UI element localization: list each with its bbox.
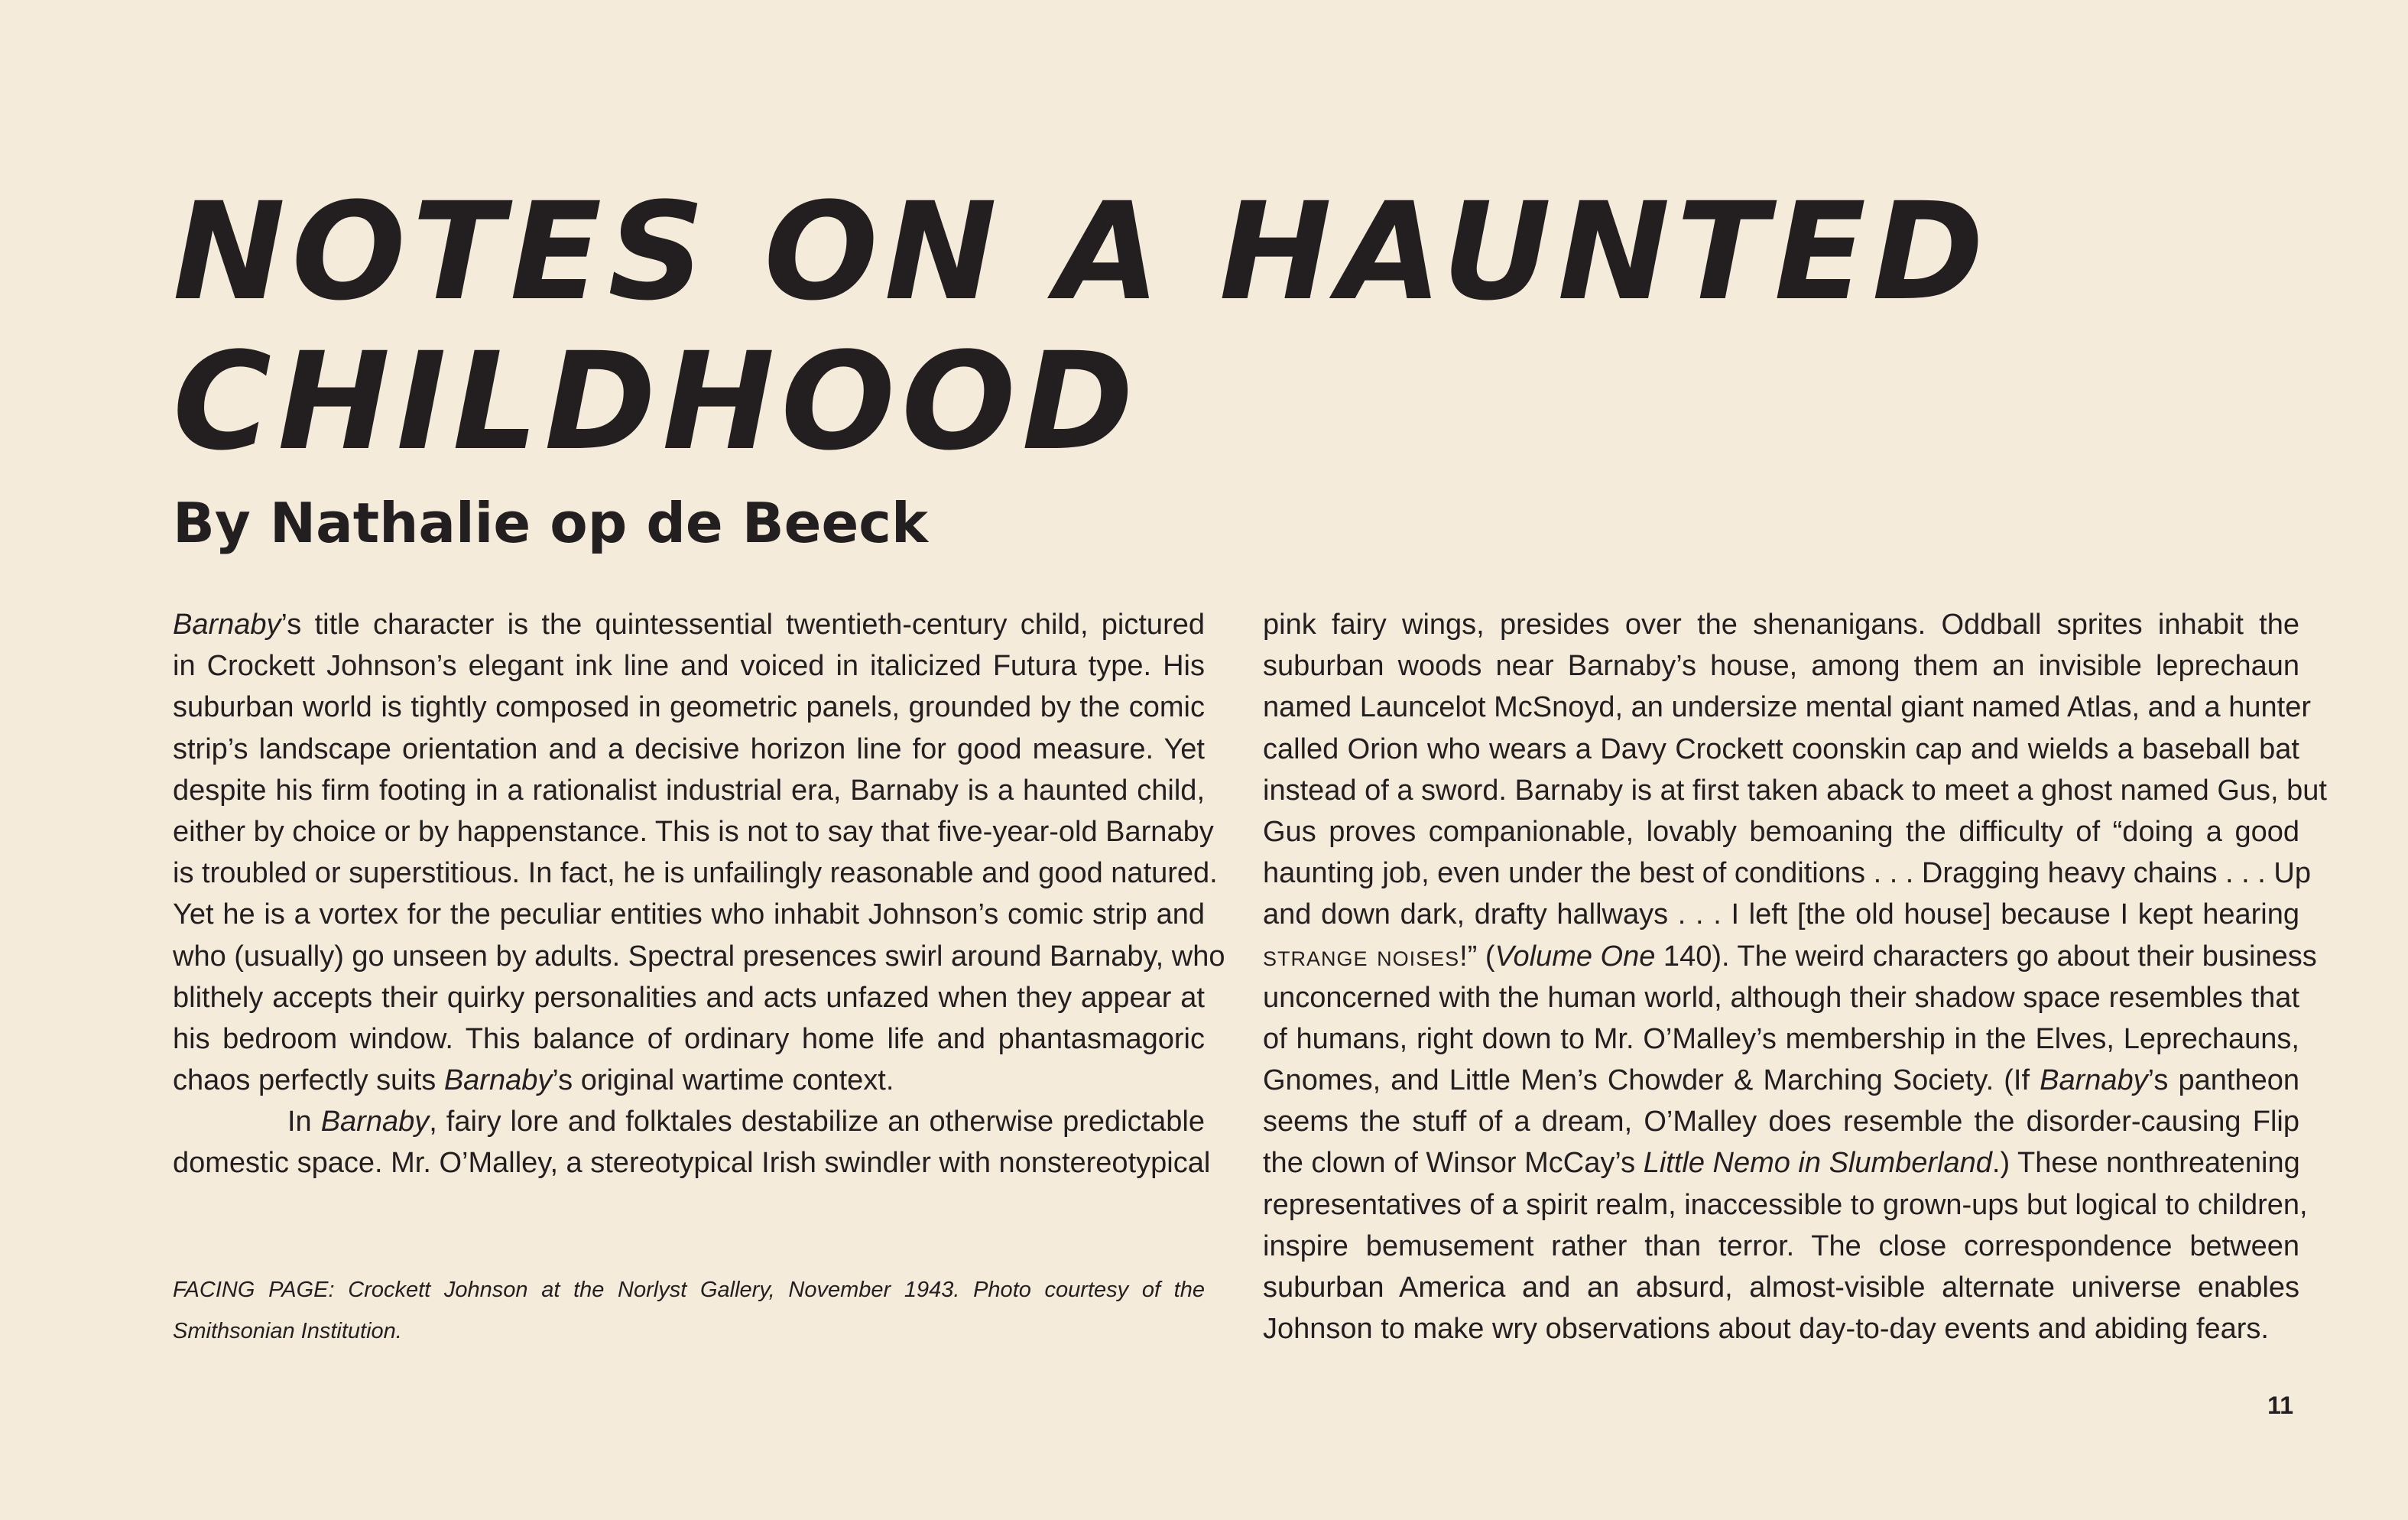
- text-line: Gus proves companionable, lovably bemoaning the difficulty of “doing a good: [1263, 815, 2299, 848]
- text-line: representatives of a spirit realm, inaccessible to grown-ups but logical to children,: [1263, 1188, 2308, 1221]
- right-text-column: [1263, 604, 2327, 1349]
- text-line: blithely accepts their quirky personalities and acts unfazed when they appear at: [173, 981, 1205, 1014]
- page-number: 11: [2267, 1392, 2293, 1419]
- text-line: unconcerned with the human world, although their shadow space resembles that: [1263, 981, 2299, 1014]
- text-line: named Launcelot McSnoyd, an undersize mental giant named Atlas, and a hunter: [1263, 691, 2311, 724]
- text-line: in Crockett Johnson’s elegant ink line and voiced in italicized Futura type. His: [173, 650, 1205, 683]
- text-line: Barnaby’s title character is the quintessential twentieth-century child, pictured: [173, 609, 1205, 641]
- small-caps-text: strange noises: [1263, 940, 1460, 973]
- text-line: chaos perfectly suits Barnaby’s original wartime context.: [173, 1064, 894, 1097]
- text-line: strip’s landscape orientation and a decisive horizon line for good measure. Yet: [173, 732, 1205, 765]
- text-line: of humans, right down to Mr. O’Malley’s membership in the Elves, Leprechauns,: [1263, 1022, 2299, 1055]
- text-line: who (usually) go unseen by adults. Spectral presences swirl around Barnaby, who: [173, 940, 1225, 973]
- author-byline: By Nathalie op de Beeck: [173, 491, 928, 555]
- title-line-2: CHILDHOOD: [173, 323, 1140, 480]
- text-line: Johnson to make wry observations about day-to-day events and abiding fears.: [1263, 1313, 2269, 1346]
- text-line: Yet he is a vortex for the peculiar entities who inhabit Johnson’s comic strip and: [173, 898, 1205, 931]
- text-line: his bedroom window. This balance of ordinary home life and phantasmagoric: [173, 1022, 1205, 1055]
- text-line: is troubled or superstitious. In fact, he is unfailingly reasonable and good natured.: [173, 857, 1218, 890]
- text-line: instead of a sword. Barnaby is at first taken aback to meet a ghost named Gus, but: [1263, 774, 2327, 807]
- text-line: pink fairy wings, presides over the shenanigans. Oddball sprites inhabit the: [1263, 609, 2299, 641]
- text-line: suburban America and an absurd, almost-visible alternate universe enables: [1263, 1272, 2299, 1304]
- text-line: inspire bemusement rather than terror. The close correspondence between: [1263, 1229, 2299, 1262]
- caption-line: FACING PAGE: Crockett Johnson at the Norlyst Gallery, November 1943. Photo courtesy of the: [173, 1278, 1205, 1302]
- title-line-1: NOTES ON A HAUNTED: [173, 174, 1991, 330]
- text-line: seems the stuff of a dream, O’Malley does resemble the disorder-causing Flip: [1263, 1106, 2299, 1138]
- left-text-column: [173, 604, 1225, 1184]
- text-line: called Orion who wears a Davy Crockett coonskin cap and wields a baseball bat: [1263, 732, 2299, 765]
- photo-caption: [173, 1269, 1205, 1352]
- text-line: Gnomes, and Little Men’s Chowder & Marching Society. (If Barnaby’s pantheon: [1263, 1064, 2299, 1097]
- text-line: the clown of Winsor McCay’s Little Nemo in Slumberland.) These nonthreatening: [1263, 1147, 2300, 1180]
- caption-line: Smithsonian Institution.: [173, 1319, 402, 1343]
- text-line: either by choice or by happenstance. This is not to say that five-year-old Barnaby: [173, 815, 1214, 848]
- text-line: strange noises!” (Volume One 140). The weird characters go about their business: [1263, 940, 2317, 973]
- text-line: and down dark, drafty hallways . . . I left [the old house] because I kept hearing: [1263, 898, 2299, 931]
- text-line: haunting job, even under the best of conditions . . . Dragging heavy chains . . . Up: [1263, 857, 2311, 890]
- text-line: domestic space. Mr. O’Malley, a stereotypical Irish swindler with nonstereotypical: [173, 1147, 1211, 1180]
- article-title: [173, 174, 2084, 480]
- text-line: suburban woods near Barnaby’s house, among them an invisible leprechaun: [1263, 650, 2299, 683]
- text-line-indented: In Barnaby, fairy lore and folktales destabilize an otherwise predictable: [287, 1106, 1206, 1138]
- text-line: suburban world is tightly composed in geometric panels, grounded by the comic: [173, 691, 1205, 724]
- text-line: despite his firm footing in a rationalist industrial era, Barnaby is a haunted child,: [173, 774, 1205, 807]
